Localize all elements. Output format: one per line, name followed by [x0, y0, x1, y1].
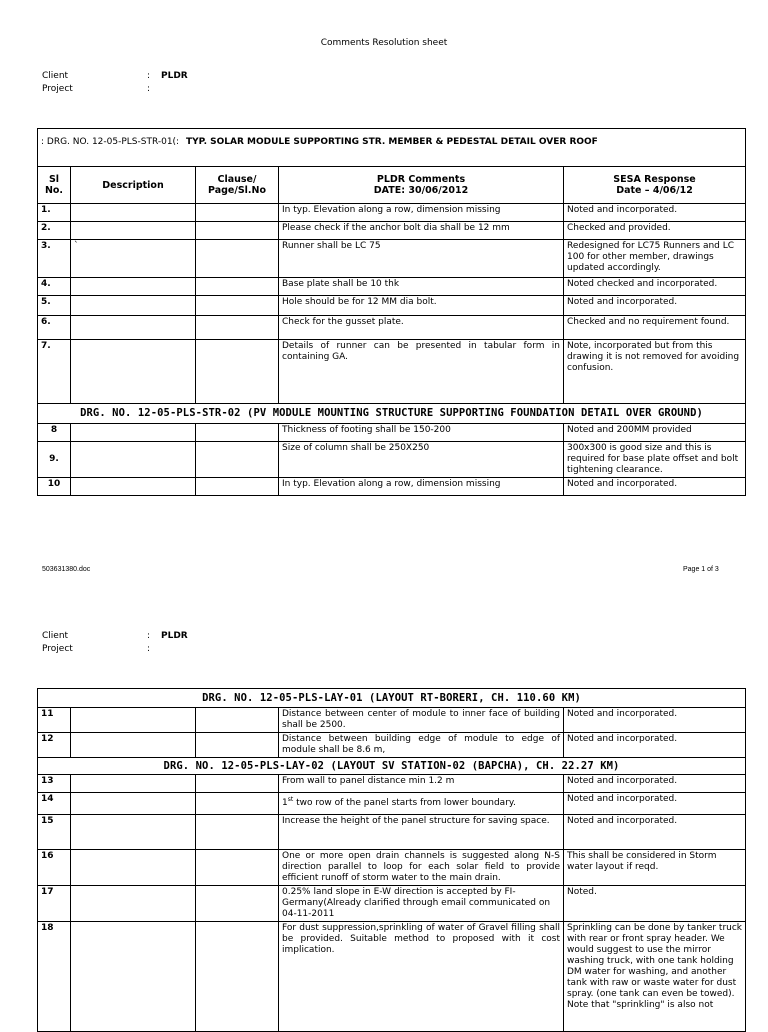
row-clause [196, 886, 279, 922]
row-number: 5. [38, 296, 71, 316]
row-comment: Please check if the anchor bolt dia shall be 12 mm [279, 222, 564, 240]
row-response: Sprinkling can be done by tanker truck with rear or front spray header. We would suggest to use the mirror washing truck, with one tank holding DM water for washing, and another tank with raw or waste water for dust spray. (one tank can even be towed). Note that "sprinkling" is also not [564, 922, 746, 1032]
header-pldr-comments [279, 167, 564, 204]
table-row [38, 886, 746, 922]
row-number: 9. [38, 442, 71, 478]
table-row [38, 815, 746, 850]
project-colon: : [147, 84, 151, 94]
row-comment: Size of column shall be 250X250 [279, 442, 564, 478]
pldr-comments-date: DATE: 30/06/2012 [373, 185, 469, 196]
row-clause [196, 793, 279, 815]
row-clause [196, 424, 279, 442]
table-row [38, 278, 746, 296]
client-colon: : [147, 631, 151, 641]
row-comment: In typ. Elevation along a row, dimension missing [279, 204, 564, 222]
row-response: Noted and incorporated. [564, 815, 746, 850]
row-clause [196, 442, 279, 478]
table-row [38, 222, 746, 240]
client-value: PLDR [161, 631, 188, 641]
drawing-title: TYP. SOLAR MODULE SUPPORTING STR. MEMBER & PEDESTAL DETAIL OVER ROOF [185, 137, 598, 147]
table-row [38, 204, 746, 222]
row-response: Noted and incorporated. [564, 708, 746, 733]
row-number: 16 [38, 850, 71, 886]
project-colon: : [147, 644, 151, 654]
row-comment: Hole should be for 12 MM dia bolt. [279, 296, 564, 316]
row-response: Noted and incorporated. [564, 296, 746, 316]
row-comment: Runner shall be LC 75 [279, 240, 564, 278]
row-response: Noted and incorporated. [564, 733, 746, 758]
row-clause [196, 222, 279, 240]
row-comment: Check for the gusset plate. [279, 316, 564, 340]
row-number: 18 [38, 922, 71, 1032]
row-response: Noted and 200MM provided [564, 424, 746, 442]
comment-ordinal-suffix: st [287, 796, 294, 803]
row-clause [196, 922, 279, 1032]
comments-table-2 [37, 688, 746, 1032]
project-label: Project [42, 644, 73, 654]
row-number: 8 [38, 424, 71, 442]
table-row [38, 922, 746, 1032]
row-number: 3. [38, 240, 71, 278]
comments-table-1 [37, 128, 746, 496]
table-row [38, 340, 746, 404]
table-row [38, 424, 746, 442]
row-description [71, 204, 196, 222]
row-description [71, 478, 196, 496]
row-response: Noted and incorporated. [564, 793, 746, 815]
footer-page-number: Page 1 of 3 [683, 566, 719, 573]
row-clause [196, 278, 279, 296]
header-sesa-response [564, 167, 746, 204]
header-clause: Clause/ Page/Sl.No [196, 167, 279, 204]
row-clause [196, 296, 279, 316]
sesa-response-label: SESA Response [613, 174, 696, 185]
row-number: 14 [38, 793, 71, 815]
row-response: Noted and incorporated. [564, 478, 746, 496]
row-number: 12 [38, 733, 71, 758]
row-number: 17 [38, 886, 71, 922]
row-description [71, 850, 196, 886]
row-clause [196, 775, 279, 793]
row-description [71, 222, 196, 240]
row-response: Noted. [564, 886, 746, 922]
row-description [71, 775, 196, 793]
row-comment: Base plate shall be 10 thk [279, 278, 564, 296]
row-number: 10 [38, 478, 71, 496]
row-response: Noted and incorporated. [564, 775, 746, 793]
comment-text: two row of the panel starts from lower boundary. [293, 798, 516, 808]
row-clause [196, 240, 279, 278]
row-clause [196, 708, 279, 733]
row-description [71, 793, 196, 815]
row-number: 6. [38, 316, 71, 340]
row-comment: Details of runner can be presented in tabular form in containing GA. [279, 340, 564, 404]
pldr-comments-label: PLDR Comments [376, 174, 466, 185]
row-number: 1. [38, 204, 71, 222]
table-row [38, 240, 746, 278]
row-comment: One or more open drain channels is suggested along N-S direction parallel to loop for each solar field to provide efficient runoff of storm water to the main drain. [279, 850, 564, 886]
table-row [38, 442, 746, 478]
row-number: 4. [38, 278, 71, 296]
table-row [38, 850, 746, 886]
row-description [71, 278, 196, 296]
table-row [38, 775, 746, 793]
header-description: Description [71, 167, 196, 204]
header-sl-no: Sl No. [38, 167, 71, 204]
row-comment [279, 793, 564, 815]
row-clause [196, 204, 279, 222]
client-label: Client [42, 71, 69, 81]
row-comment: Thickness of footing shall be 150-200 [279, 424, 564, 442]
row-description [71, 708, 196, 733]
row-clause [196, 850, 279, 886]
row-description: ` [71, 240, 196, 278]
row-clause [196, 733, 279, 758]
table-row [38, 296, 746, 316]
row-number: 11 [38, 708, 71, 733]
row-description [71, 815, 196, 850]
footer-file-name: 503631380.doc [42, 566, 91, 573]
row-response: Redesigned for LC75 Runners and LC 100 for other member, drawings updated accordingly. [564, 240, 746, 278]
client-value: PLDR [161, 71, 188, 81]
row-comment: Distance between center of module to inner face of building shall be 2500. [279, 708, 564, 733]
client-colon: : [147, 71, 151, 81]
table-row [38, 478, 746, 496]
section-title: DRG. NO. 12-05-PLS-LAY-02 (LAYOUT SV STATION-02 (BAPCHA), CH. 22.27 KM) [38, 758, 746, 775]
drawing-prefix: : DRG. NO. 12-05-PLS-STR-01(: [41, 137, 180, 147]
row-clause [196, 316, 279, 340]
row-response: Noted and incorporated. [564, 204, 746, 222]
row-clause [196, 340, 279, 404]
row-description [71, 733, 196, 758]
row-description [71, 340, 196, 404]
row-clause [196, 478, 279, 496]
row-comment: In typ. Elevation along a row, dimension missing [279, 478, 564, 496]
row-response: 300x300 is good size and this is required for base plate offset and bolt tightening clearance. [564, 442, 746, 478]
row-comment: For dust suppression,sprinkling of water of Gravel filling shall be provided. Suitable method to proposed with it cost implication. [279, 922, 564, 1032]
row-description [71, 442, 196, 478]
drawing-header [38, 129, 746, 167]
sesa-response-date: Date – 4/06/12 [616, 185, 693, 196]
row-description [71, 296, 196, 316]
client-label: Client [42, 631, 69, 641]
table-row [38, 733, 746, 758]
row-comment: Distance between building edge of module to edge of module shall be 8.6 m, [279, 733, 564, 758]
row-description [71, 922, 196, 1032]
row-number: 13 [38, 775, 71, 793]
row-description [71, 424, 196, 442]
table-row [38, 708, 746, 733]
row-comment: Increase the height of the panel structure for saving space. [279, 815, 564, 850]
row-number: 7. [38, 340, 71, 404]
comment-ordinal: 1 [282, 798, 288, 808]
project-label: Project [42, 84, 73, 94]
table-row [38, 316, 746, 340]
row-number: 2. [38, 222, 71, 240]
row-description [71, 316, 196, 340]
row-number: 15 [38, 815, 71, 850]
row-comment: 0.25% land slope in E-W direction is accepted by FI-Germany(Already clarified through email communicated on 04-11-2011 [279, 886, 564, 922]
section-title: DRG. NO. 12-05-PLS-LAY-01 (LAYOUT RT-BORERI, CH. 110.60 KM) [38, 689, 746, 708]
row-response: Noted checked and incorporated. [564, 278, 746, 296]
table-row [38, 793, 746, 815]
row-description [71, 886, 196, 922]
page-title: Comments Resolution sheet [320, 38, 448, 48]
row-clause [196, 815, 279, 850]
row-response: Checked and no requirement found. [564, 316, 746, 340]
row-comment: From wall to panel distance min 1.2 m [279, 775, 564, 793]
section-title: DRG. NO. 12-05-PLS-STR-02 (PV MODULE MOUNTING STRUCTURE SUPPORTING FOUNDATION DETAIL OVER GROUND) [38, 404, 746, 424]
row-response: This shall be considered in Storm water layout if reqd. [564, 850, 746, 886]
row-response: Checked and provided. [564, 222, 746, 240]
row-response: Note, incorporated but from this drawing it is not removed for avoiding confusion. [564, 340, 746, 404]
